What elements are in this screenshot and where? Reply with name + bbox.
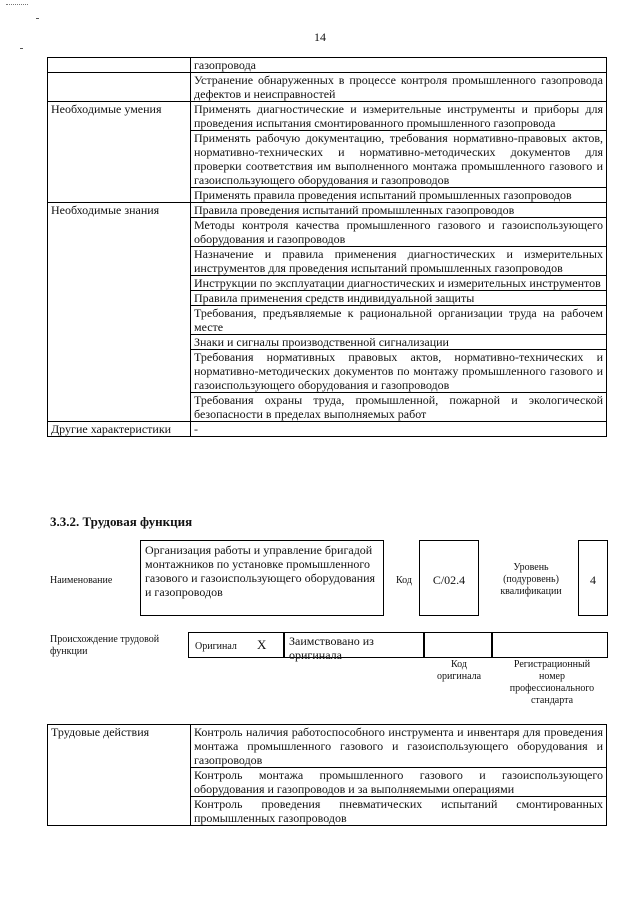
code-label: Код [396,575,412,586]
actions-table [47,724,607,826]
table-cell: Применять правила проведения испытаний промышленных газопроводов [191,188,607,203]
row-label-other: Другие характеристики [48,422,191,437]
function-code-box: C/02.4 [419,540,479,616]
table-cell: Назначение и правила применения диагностических и измерительных инструментов для проведения испытаний промышленных газопроводов [191,247,607,276]
row-label-knowledge: Необходимые знания [48,203,191,422]
borrowed-cell: Заимствовано из оригинала [284,632,424,658]
table-cell: Устранение обнаруженных в процессе контроля промышленного газопровода дефектов и неисправностей [191,73,607,102]
row-label-continued [48,58,191,73]
level-label: Уровень (подуровень) квалификации [500,562,562,597]
table-cell: Требования, предъявляемые к рациональной организации труда на рабочем месте [191,306,607,335]
original-mark: X [257,637,267,652]
table-cell: - [191,422,607,437]
reg-number-cell [492,632,608,658]
row-label-continued-2 [48,73,191,102]
table-cell: Инструкции по эксплуатации диагностических и измерительных инструментов [191,276,607,291]
scan-mark [36,18,39,19]
row-label-actions: Трудовые действия [48,725,191,826]
table-cell: Контроль проведения пневматических испытаний смонтированных промышленных газопроводов [191,797,607,826]
table-cell: Требования нормативных правовых актов, нормативно-технических и нормативно-методических документов по монтажу промышленного газового и газоиспользующего оборудования и газопроводов [191,350,607,393]
scan-mark [20,48,23,49]
name-label: Наименование [50,575,113,586]
origin-label: Происхождение трудовой функции [50,634,160,657]
level-box: 4 [578,540,608,616]
table-cell: Применять диагностические и измерительные инструменты и приборы для проведения испытания смонтированного промышленного газопровода [191,102,607,131]
row-label-skills: Необходимые умения [48,102,191,203]
original-cell [188,632,284,658]
table-cell: газопровода [191,58,607,73]
table-cell: Применять рабочую документацию, требования нормативно-правовых актов, нормативно-технических и нормативно-методических документов для проверки соответствия им выполненного монтажа промышленного газового и газоиспользующего оборудования и газопроводов [191,131,607,188]
table-cell: Правила проведения испытаний промышленных газопроводов [191,203,607,218]
function-name-box: Организация работы и управление бригадой монтажников по установке промышленного газового и газоиспользующего оборудования и газопроводов [140,540,384,616]
original-code-caption: Код оригинала [436,659,482,682]
reg-number-caption: Регистрационный номер профессионального стандарта [509,659,595,706]
table-cell: Методы контроля качества промышленного газового и газоиспользующего оборудования и газопроводов [191,218,607,247]
table-cell: Правила применения средств индивидуальной защиты [191,291,607,306]
table-cell: Контроль наличия работоспособного инструмента и инвентаря для проведения монтажа промышленного газового и газоиспользующего оборудования и газопроводов [191,725,607,768]
table-cell: Контроль монтажа промышленного газового и газоиспользующего оборудования и газопроводов и за выполняемыми операциями [191,768,607,797]
table-cell: Требования охраны труда, промышленной, пожарной и экологической безопасности в пределах выполняемых работ [191,393,607,422]
requirements-table [47,57,607,437]
scan-mark [6,4,28,5]
table-cell: Знаки и сигналы производственной сигнализации [191,335,607,350]
page-number: 14 [314,30,326,44]
original-code-cell [424,632,492,658]
original-label: Оригинал [195,641,237,652]
section-title: 3.3.2. Трудовая функция [50,514,193,529]
